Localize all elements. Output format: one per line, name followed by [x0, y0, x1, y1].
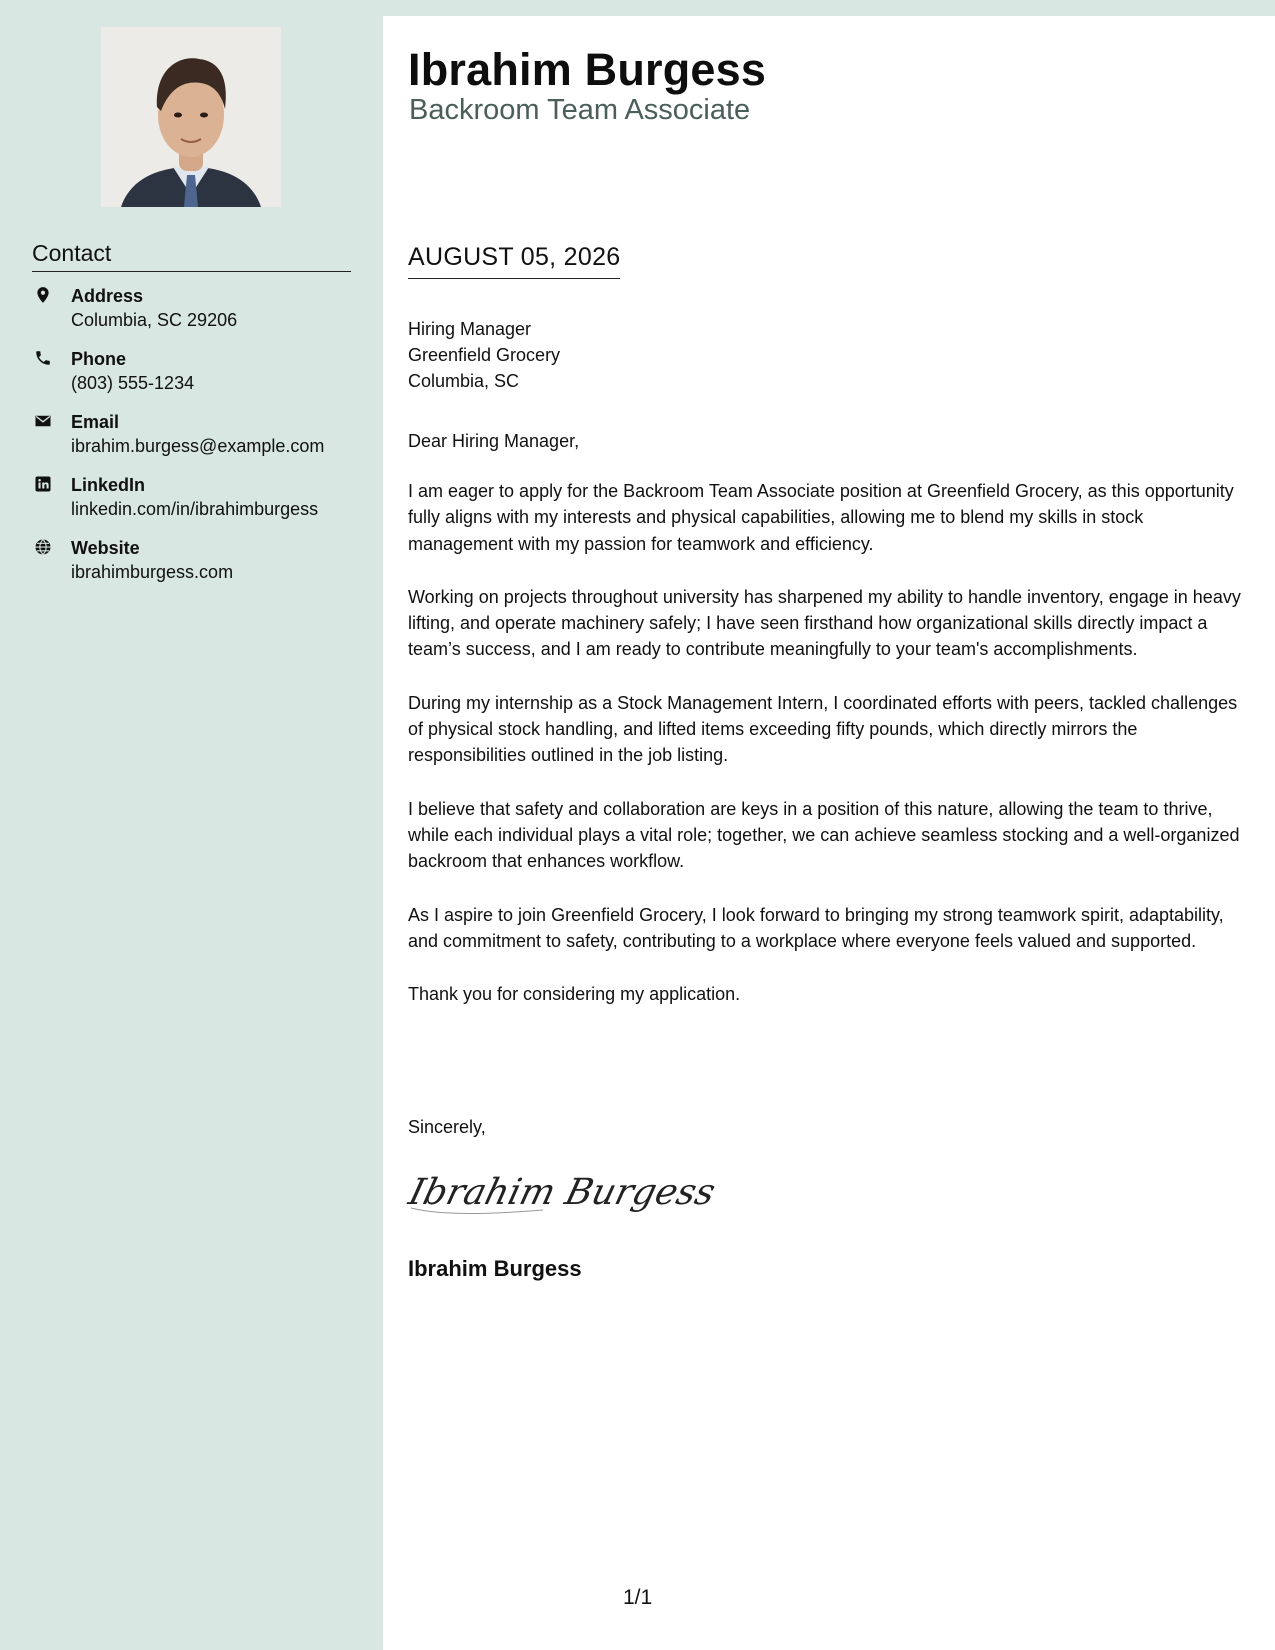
applicant-name: Ibrahim Burgess — [408, 44, 767, 95]
paragraph: I believe that safety and collaboration are keys in a position of this nature, allowing the team to thrive, while each individual plays a vital role; together, we can achieve seamless stocking and a well-organized backroom that enhances workflow. — [408, 798, 1240, 872]
email-value: ibrahim.burgess@example.com — [71, 436, 325, 456]
recipient-line: Hiring Manager — [408, 319, 532, 339]
signature-text: Ibrahim Burgess — [404, 1170, 720, 1213]
signed-name: Ibrahim Burgess — [408, 1256, 582, 1281]
letter-body — [383, 16, 1275, 1650]
profile-photo — [101, 27, 281, 207]
address-value: Columbia, SC 29206 — [71, 310, 238, 330]
recipient-line: Columbia, SC — [408, 371, 520, 391]
linkedin-label: LinkedIn — [71, 475, 146, 495]
paragraph: As I aspire to join Greenfield Grocery, I look forward to bringing my strong teamwork spirit, adaptability, and commitment to safety, contributing to a workplace where everyone feels valued and supported. — [408, 904, 1224, 951]
linkedin-icon — [34, 475, 52, 493]
contact-email — [32, 410, 362, 473]
letter-date: AUGUST 05, 2026 — [408, 243, 620, 279]
handwritten-signature — [403, 1164, 720, 1229]
paragraph: During my internship as a Stock Management Intern, I coordinated efforts with peers, tackled challenges of physical stock handling, and lifted items exceeding fifty pounds, which directly mirrors the responsibilities outlined in the job listing. — [408, 692, 1238, 766]
recipient-block — [408, 316, 560, 394]
date-block — [408, 243, 620, 279]
website-value: ibrahimburgess.com — [71, 562, 234, 582]
contact-address — [32, 284, 362, 347]
phone-icon — [34, 349, 52, 367]
closing: Sincerely, — [408, 1117, 486, 1137]
recipient-line: Greenfield Grocery — [408, 345, 561, 365]
contact-heading: Contact — [32, 240, 351, 272]
greeting: Dear Hiring Manager, — [408, 431, 580, 451]
page-number: 1/1 — [623, 1586, 653, 1609]
phone-value: (803) 555-1234 — [71, 373, 195, 393]
job-title: Backroom Team Associate — [409, 94, 751, 126]
contact-website — [32, 536, 362, 599]
paragraph: Thank you for considering my application. — [408, 984, 741, 1005]
globe-icon — [34, 538, 52, 556]
paragraph: Working on projects throughout university has sharpened my ability to handle inventory, engage in heavy lifting, and operate machinery safely; I have seen firsthand how organizational skills directly impact a team’s success, and I am ready to contribute meaningfully to your team's accomplishments. — [408, 586, 1241, 660]
email-label: Email — [71, 412, 120, 432]
linkedin-value: linkedin.com/in/ibrahimburgess — [71, 499, 319, 519]
paragraph: I am eager to apply for the Backroom Team Associate position at Greenfield Grocery, as this opportunity fully aligns with my interests and physical capabilities, allowing me to blend my skills in stock management with my passion for teamwork and efficiency. — [408, 481, 1234, 554]
letter-paragraphs — [408, 478, 1253, 1034]
envelope-icon — [34, 412, 52, 430]
website-label: Website — [71, 538, 140, 558]
sidebar — [0, 0, 383, 1650]
contact-phone — [32, 347, 362, 410]
address-label: Address — [71, 286, 144, 306]
phone-label: Phone — [71, 349, 127, 369]
contact-linkedin — [32, 473, 362, 536]
contact-list — [32, 284, 362, 599]
map-pin-icon — [34, 286, 52, 304]
